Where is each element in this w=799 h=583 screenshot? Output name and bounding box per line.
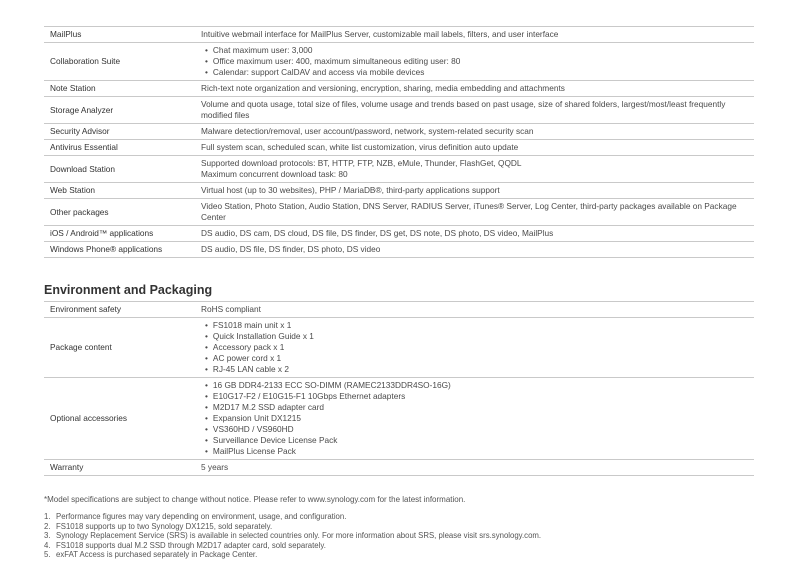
row-label: MailPlus [44, 27, 195, 43]
row-value [195, 156, 754, 183]
value-line: RoHS compliant [201, 304, 261, 314]
footnotes-list [44, 512, 541, 560]
disclaimer-note: *Model specifications are subject to change without notice. Please refer to www.synology.com for the latest information. [44, 495, 466, 504]
row-label: Security Advisor [44, 124, 195, 140]
footnote-number: 2. [44, 521, 51, 531]
row-value [195, 460, 754, 476]
section-title: Environment and Packaging [44, 283, 213, 297]
table-row [44, 183, 754, 199]
bullet-item: • Expansion Unit DX1215 [201, 413, 748, 424]
footnote [44, 541, 541, 551]
row-label: Download Station [44, 156, 195, 183]
row-label: Optional accessories [44, 378, 195, 460]
footnote-text: FS1018 supports dual M.2 SSD through M2D17 adapter card, sold separately. [56, 540, 326, 550]
value-line: Volume and quota usage, total size of files, volume usage and trends based on past usage, size of shared folders, largest/most/least frequently modified files [201, 99, 726, 120]
table-row [44, 81, 754, 97]
footnote-number: 3. [44, 531, 51, 541]
row-value [195, 81, 754, 97]
value-line: Rich-text note organization and versioning, encryption, sharing, media embedding and attachments [201, 83, 565, 93]
row-label: iOS / Android™ applications [44, 226, 195, 242]
table-row [44, 378, 754, 460]
row-label: Package content [44, 318, 195, 378]
table-row [44, 27, 754, 43]
footnote-text: exFAT Access is purchased separately in Package Center. [56, 550, 258, 560]
value-line: Full system scan, scheduled scan, white list customization, virus definition auto update [201, 142, 519, 152]
row-value [195, 318, 754, 378]
value-line: Intuitive webmail interface for MailPlus Server, customizable mail labels, filters, and user interface [201, 29, 559, 39]
footnote [44, 522, 541, 532]
row-label: Windows Phone® applications [44, 242, 195, 258]
footnote-number: 4. [44, 540, 51, 550]
value-line: Video Station, Photo Station, Audio Station, DNS Server, RADIUS Server, iTunes® Server, Log Center, third-party packages available on Package Center [201, 201, 737, 222]
table-row [44, 302, 754, 318]
footnote-number: 5. [44, 550, 51, 560]
value-line: Supported download protocols: BT, HTTP, FTP, NZB, eMule, Thunder, FlashGet, QQDL [201, 158, 522, 168]
footnote [44, 550, 541, 560]
row-value [195, 183, 754, 199]
row-label: Web Station [44, 183, 195, 199]
software-spec-table [44, 26, 754, 258]
table-row [44, 156, 754, 183]
row-value [195, 124, 754, 140]
value-line: 5 years [201, 462, 229, 472]
footnote-text: FS1018 supports up to two Synology DX1215, sold separately. [56, 521, 273, 531]
table-row [44, 242, 754, 258]
row-value [195, 27, 754, 43]
row-label: Antivirus Essential [44, 140, 195, 156]
value-line: Maximum concurrent download task: 80 [201, 169, 348, 179]
bullet-item: • E10G17-F2 / E10G15-F1 10Gbps Ethernet adapters [201, 391, 748, 402]
bullet-item: • Quick Installation Guide x 1 [201, 331, 748, 342]
footnote-text: Synology Replacement Service (SRS) is available in selected countries only. For more information about SRS, please visit srs.synology.com. [56, 531, 542, 541]
value-line: Malware detection/removal, user account/password, network, system-related security scan [201, 126, 534, 136]
footnote-number: 1. [44, 512, 51, 521]
row-label: Collaboration Suite [44, 43, 195, 81]
row-label: Note Station [44, 81, 195, 97]
row-value [195, 43, 754, 81]
table-row [44, 140, 754, 156]
row-label: Warranty [44, 460, 195, 476]
bullet-item: • FS1018 main unit x 1 [201, 320, 748, 331]
table-row [44, 318, 754, 378]
bullet-item: • M2D17 M.2 SSD adapter card [201, 402, 748, 413]
bullet-item: • 16 GB DDR4-2133 ECC SO-DIMM (RAMEC2133DDR4SO-16G) [201, 380, 748, 391]
bullet-item: • AC power cord x 1 [201, 353, 748, 364]
row-value [195, 226, 754, 242]
bullet-item: • RJ-45 LAN cable x 2 [201, 364, 748, 375]
row-value [195, 199, 754, 226]
table-row [44, 226, 754, 242]
bullet-item: • Accessory pack x 1 [201, 342, 748, 353]
table-row [44, 124, 754, 140]
row-value [195, 242, 754, 258]
row-value [195, 302, 754, 318]
row-value [195, 97, 754, 124]
row-value [195, 378, 754, 460]
footnote [44, 512, 541, 522]
value-line: Virtual host (up to 30 websites), PHP / MariaDB®, third-party applications support [201, 185, 500, 195]
row-label: Environment safety [44, 302, 195, 318]
environment-spec-table [44, 301, 754, 476]
bullet-item: • Chat maximum user: 3,000 [201, 45, 748, 56]
row-label: Storage Analyzer [44, 97, 195, 124]
table-row [44, 97, 754, 124]
bullet-item: • Office maximum user: 400, maximum simultaneous editing user: 80 [201, 56, 748, 67]
footnote [44, 531, 541, 541]
bullet-item: • Surveillance Device License Pack [201, 435, 748, 446]
table-row [44, 199, 754, 226]
value-line: DS audio, DS file, DS finder, DS photo, DS video [201, 244, 381, 254]
row-value [195, 140, 754, 156]
bullet-item: • Calendar: support CalDAV and access via mobile devices [201, 67, 748, 78]
footnote-text: Performance figures may vary depending on environment, usage, and configuration. [56, 512, 347, 521]
table-row [44, 460, 754, 476]
value-line: DS audio, DS cam, DS cloud, DS file, DS finder, DS get, DS note, DS photo, DS video, MailPlus [201, 228, 554, 238]
row-label: Other packages [44, 199, 195, 226]
bullet-item: • MailPlus License Pack [201, 446, 748, 457]
table-row [44, 43, 754, 81]
bullet-item: • VS360HD / VS960HD [201, 424, 748, 435]
